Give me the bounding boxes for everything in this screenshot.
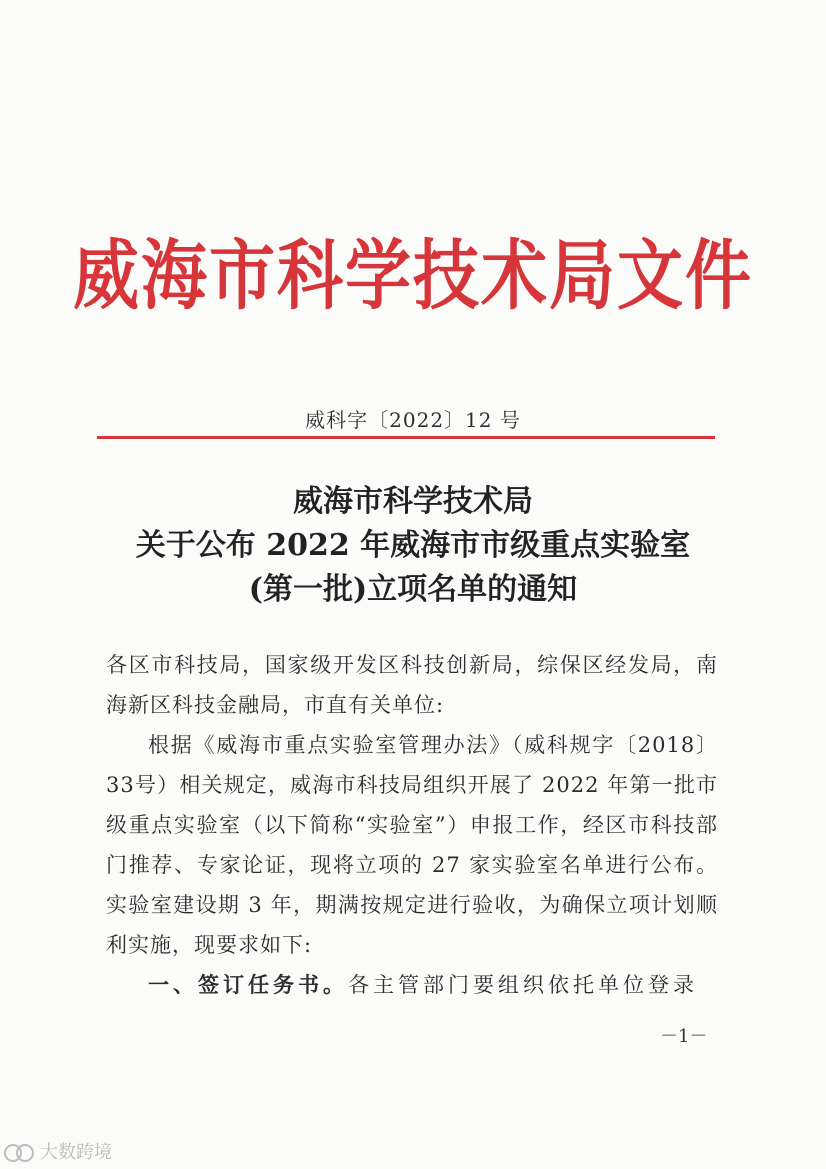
section-1-text: 各主管部门要组织依托单位登录 bbox=[348, 973, 698, 997]
section-1-heading: 一、签订任务书。 bbox=[148, 972, 348, 997]
notice-body bbox=[106, 645, 718, 1005]
document-header-title: 威海市科学技术局文件 bbox=[73, 230, 753, 321]
notice-title-line-1: 威海市科学技术局 bbox=[293, 484, 533, 519]
document-number: 威科字〔2022〕12 号 bbox=[305, 408, 521, 432]
page-number: －1－ bbox=[660, 1026, 708, 1047]
red-separator-line bbox=[97, 436, 715, 439]
section-1 bbox=[106, 965, 718, 1005]
watermark-text: 大数跨境 bbox=[40, 1142, 112, 1163]
paragraph-1: 根据《威海市重点实验室管理办法》（威科规字〔2018〕33号）相关规定，威海市科技局组织开展了 2022 年第一批市级重点实验室（以下简称“实验室”）申报工作，经区市科技部门推荐、专家论证，现将立项的 27 家实验室名单进行公布。实验室建设期 3 年，期满按规定进行验收，为确保立项计划顺利实施，现要求如下: bbox=[106, 733, 718, 957]
salutation: 各区市科技局，国家级开发区科技创新局，综保区经发局，南海新区科技金融局，市直有关单位: bbox=[106, 653, 718, 717]
notice-title-line-3: (第一批)立项名单的通知 bbox=[248, 572, 578, 607]
watermark bbox=[4, 1138, 112, 1164]
notice-title bbox=[0, 480, 826, 612]
watermark-logo-icon bbox=[4, 1140, 34, 1162]
notice-title-line-2: 关于公布 2022 年威海市市级重点实验室 bbox=[135, 528, 691, 563]
